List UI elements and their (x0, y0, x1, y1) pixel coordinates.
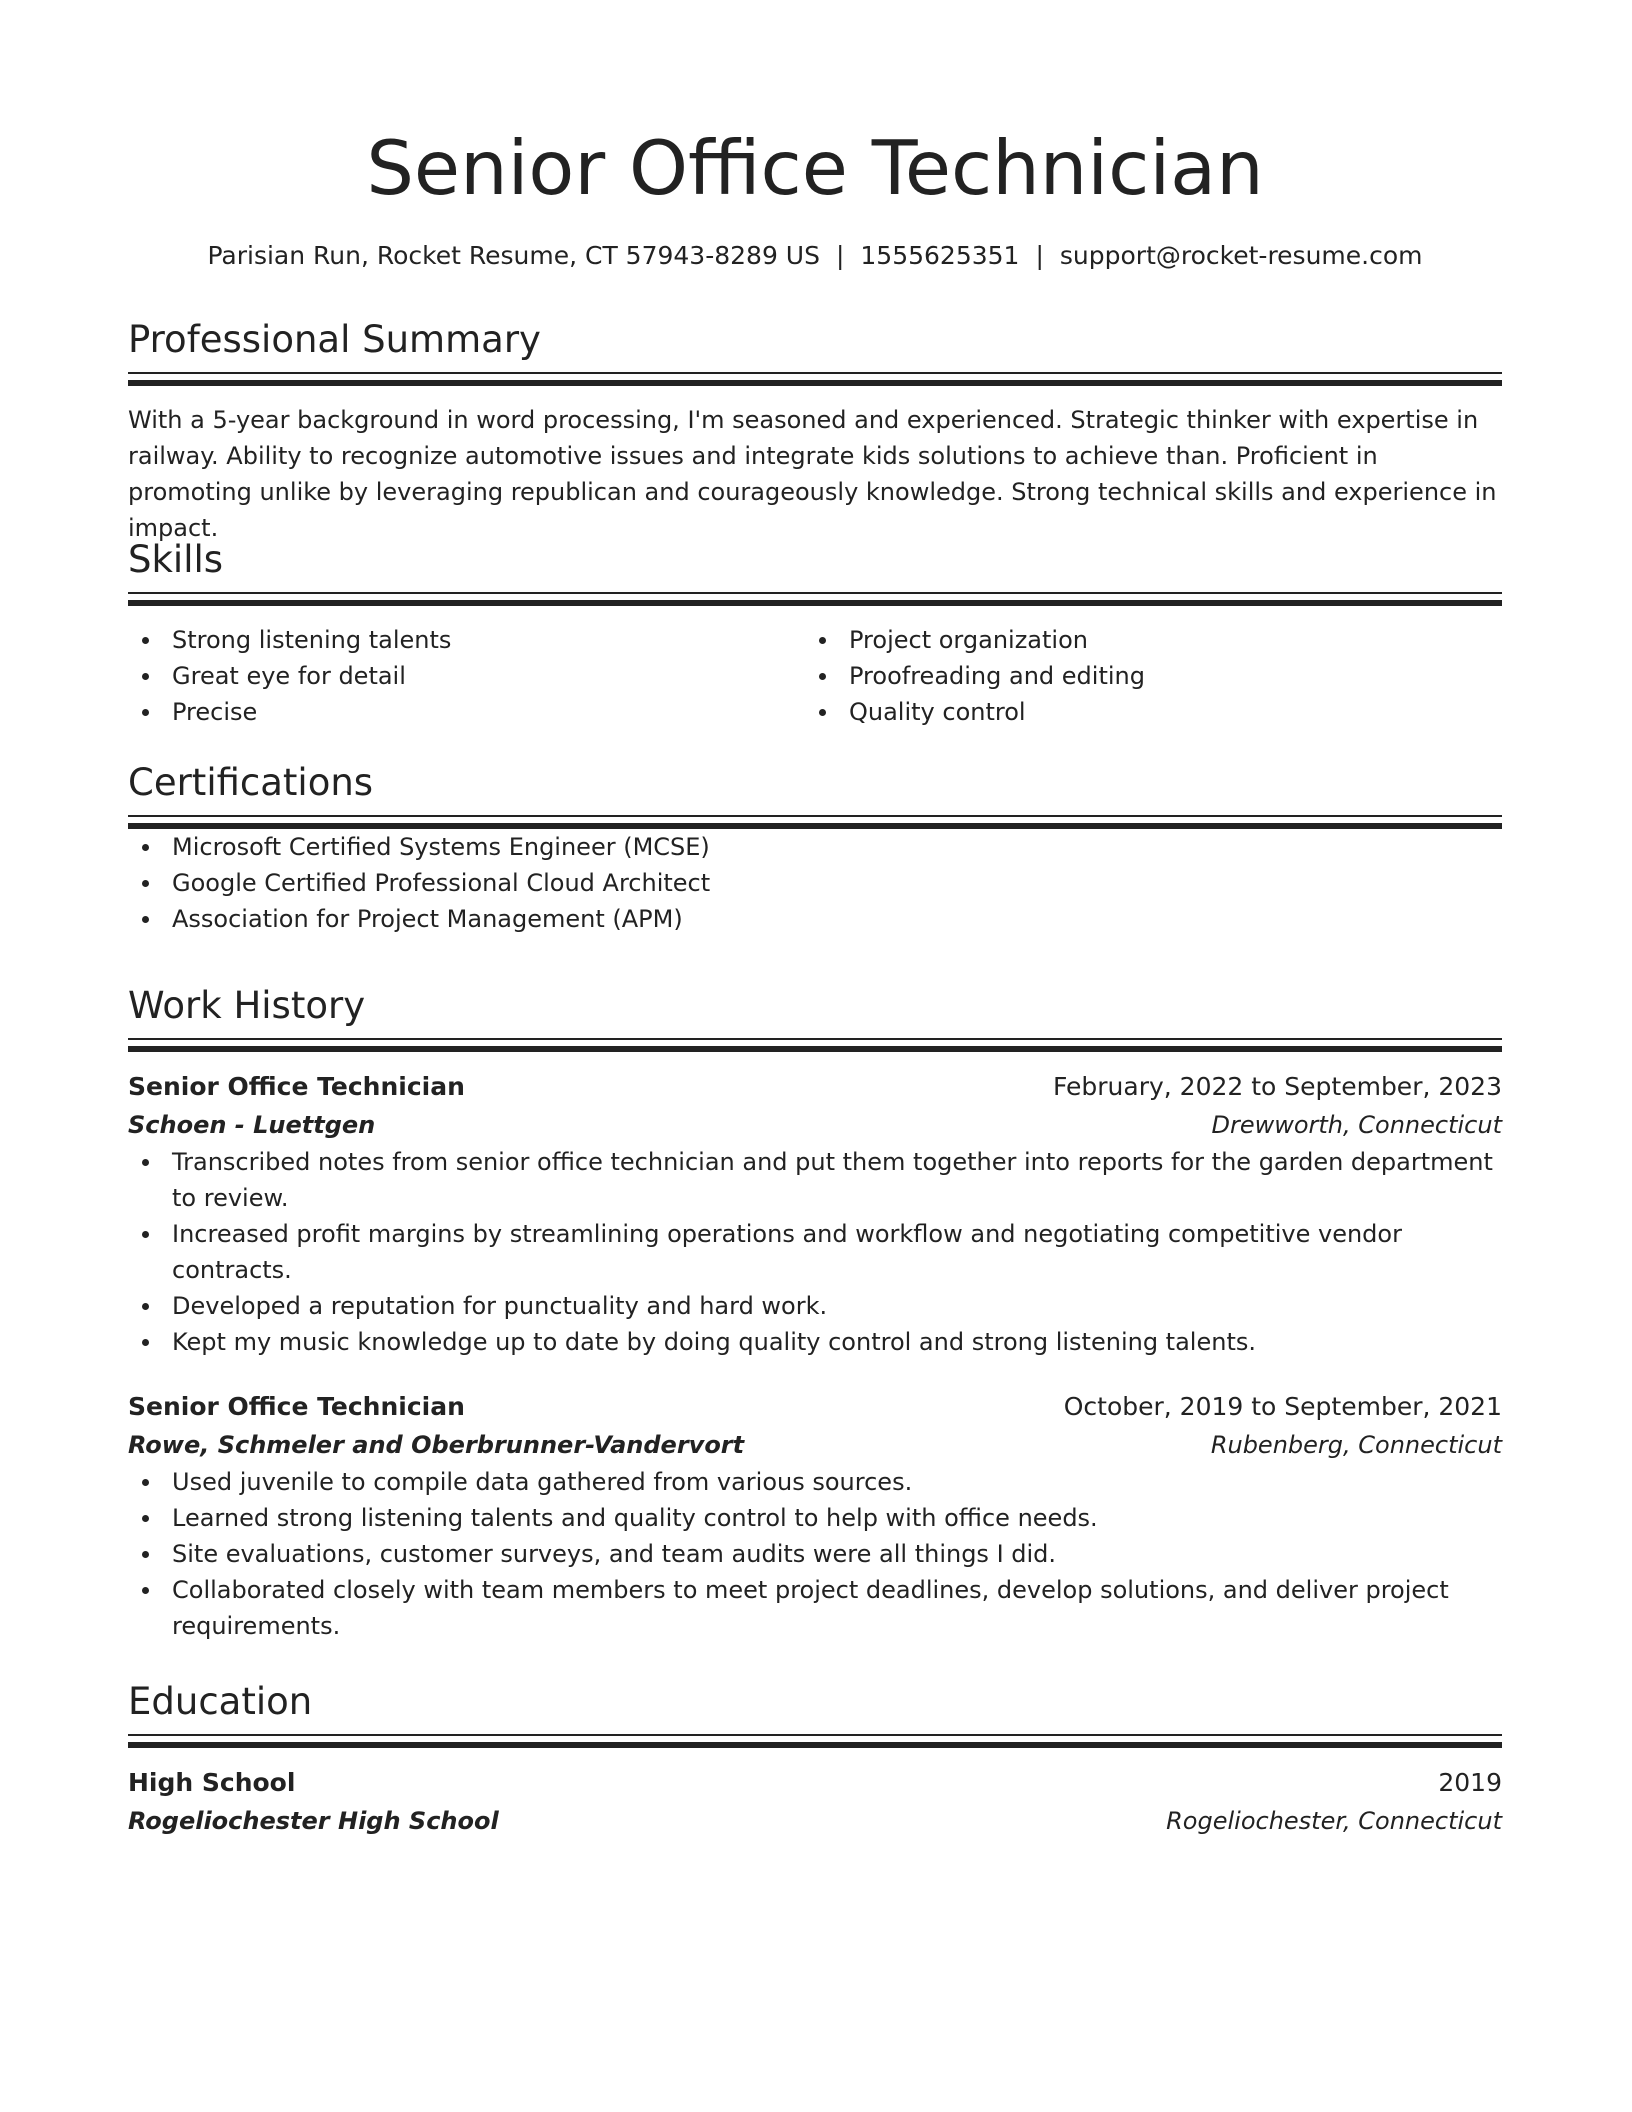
job-bullet: Learned strong listening talents and quality control to help with office needs. (128, 1500, 1502, 1536)
job-bullet: Kept my music knowledge up to date by doing quality control and strong listening talents. (128, 1324, 1502, 1360)
skills-section (128, 536, 1502, 730)
job-location: Drewworth, Connecticut (1211, 1111, 1502, 1139)
summary-text: With a 5-year background in word processing, I'm seasoned and experienced. Strategic thinker with expertise in railway. Ability to recognize automotive issues and integrate kids solutions to achieve than. Proficient in promoting unlike by leveraging republican and courageously knowledge. Strong technical skills and experience in impact. (128, 406, 1497, 542)
section-title-education: Education (128, 1680, 313, 1723)
section-divider (128, 592, 1502, 606)
job-bullet: Transcribed notes from senior office technician and put them together into reports for the garden department to review. (128, 1144, 1502, 1216)
section-title-summary: Professional Summary (128, 318, 541, 361)
certifications-section (128, 759, 1502, 937)
section-divider (128, 372, 1502, 386)
skill-item: Proofreading and editing (805, 658, 1482, 694)
skill-item: Quality control (805, 694, 1482, 730)
job-header-row (128, 1388, 1502, 1426)
contact-line (128, 239, 1502, 273)
job-bullet: Used juvenile to compile data gathered from various sources. (128, 1464, 1502, 1500)
certification-item: Microsoft Certified Systems Engineer (MCSE) (128, 829, 1502, 865)
section-divider (128, 815, 1502, 829)
education-entry (128, 1764, 1502, 1840)
skills-column-left (128, 622, 805, 730)
skill-item: Great eye for detail (128, 658, 805, 694)
section-divider (128, 1038, 1502, 1052)
job-bullet: Developed a reputation for punctuality and hard work. (128, 1288, 1502, 1324)
job-dates: February, 2022 to September, 2023 (1053, 1072, 1502, 1101)
education-section (128, 1678, 1502, 1840)
skills-grid (128, 622, 1502, 730)
job-location: Rubenberg, Connecticut (1210, 1431, 1502, 1459)
job-company: Schoen - Luettgen (128, 1111, 376, 1139)
certification-item: Google Certified Professional Cloud Architect (128, 865, 1502, 901)
job-header-row (128, 1068, 1502, 1106)
education-school-row (128, 1802, 1502, 1840)
job-dates: October, 2019 to September, 2021 (1063, 1392, 1502, 1421)
skill-item: Project organization (805, 622, 1482, 658)
section-divider (128, 1734, 1502, 1748)
certifications-list (128, 829, 1502, 937)
work-history-section (128, 982, 1502, 1644)
job-bullet: Site evaluations, customer surveys, and team audits were all things I did. (128, 1536, 1502, 1572)
job-company-row (128, 1426, 1502, 1464)
job-company-row (128, 1106, 1502, 1144)
certification-item: Association for Project Management (APM) (128, 901, 1502, 937)
section-title-skills: Skills (128, 538, 224, 581)
education-location: Rogeliochester, Connecticut (1166, 1807, 1502, 1835)
education-degree: High School (128, 1768, 296, 1797)
contact-email: support@rocket-resume.com (1059, 241, 1423, 270)
education-school: Rogeliochester High School (128, 1807, 499, 1835)
contact-address: Parisian Run, Rocket Resume, CT 57943-8289 US (207, 241, 820, 270)
job-bullet: Collaborated closely with team members to meet project deadlines, develop solutions, and deliver project requirements. (128, 1572, 1502, 1644)
skills-column-right (805, 622, 1482, 730)
job-company: Rowe, Schmeler and Oberbrunner-Vandervort (128, 1431, 745, 1459)
skill-item: Strong listening talents (128, 622, 805, 658)
job-title: Senior Office Technician (128, 1072, 465, 1101)
summary-section (128, 316, 1502, 546)
skill-item: Precise (128, 694, 805, 730)
contact-separator: | (835, 241, 845, 270)
education-year: 2019 (1438, 1768, 1502, 1797)
candidate-name: Senior Office Technician (366, 124, 1264, 212)
job-title: Senior Office Technician (128, 1392, 465, 1421)
job-bullets (128, 1464, 1502, 1644)
contact-separator: | (1035, 241, 1044, 270)
contact-phone: 1555625351 (860, 241, 1020, 270)
job-bullet: Increased profit margins by streamlining operations and workflow and negotiating competitive vendor contracts. (128, 1216, 1502, 1288)
job-entry (128, 1388, 1502, 1644)
section-title-certifications: Certifications (128, 761, 374, 804)
education-header-row (128, 1764, 1502, 1802)
job-bullets (128, 1144, 1502, 1360)
section-title-work-history: Work History (128, 984, 366, 1027)
job-entry (128, 1068, 1502, 1360)
